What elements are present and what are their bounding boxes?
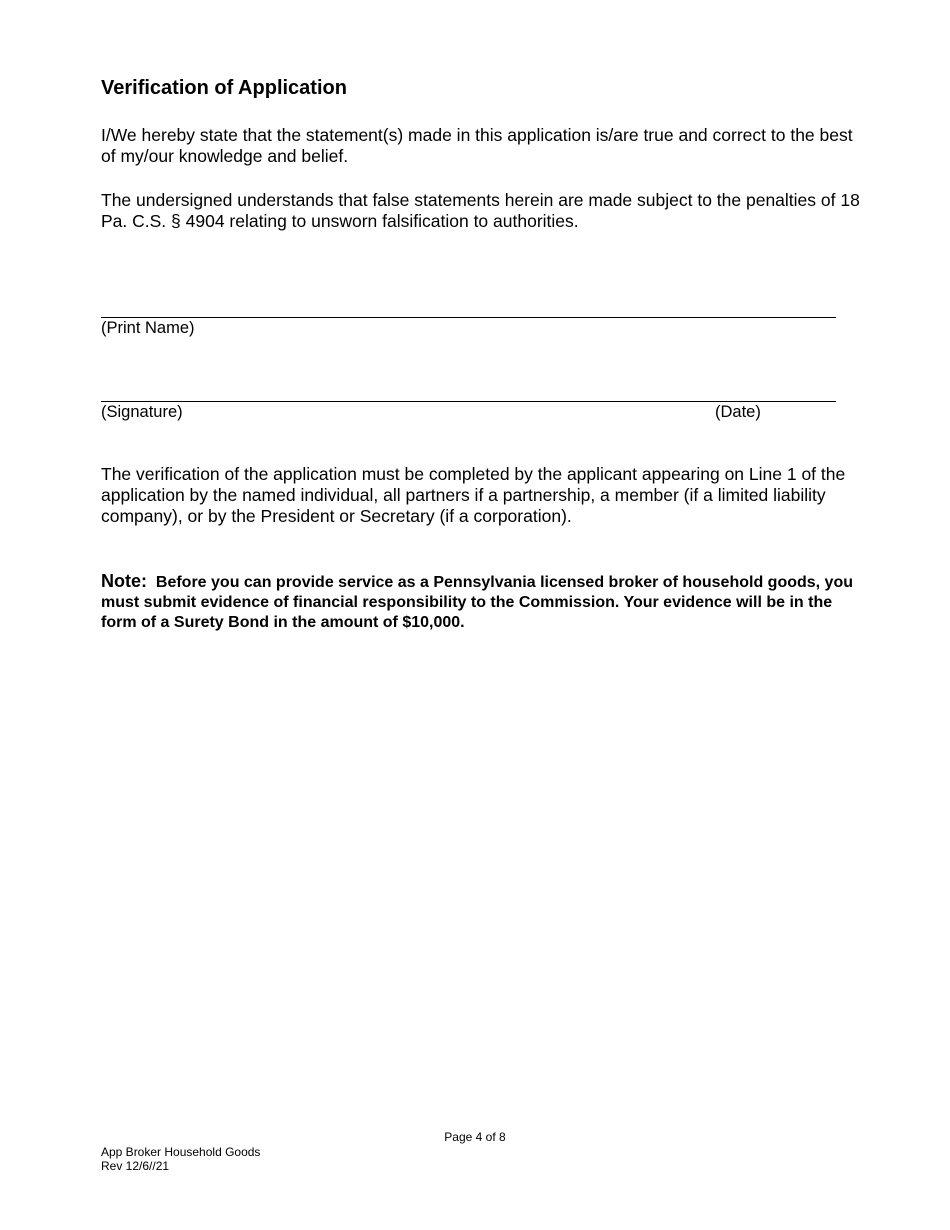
- signature-label: (Signature): [101, 403, 183, 421]
- penalty-paragraph: The undersigned understands that false statements herein are made subject to the penalties of 18 Pa. C.S. § 4904 relating to unsworn falsification to authorities.: [101, 190, 860, 231]
- note-block: [101, 571, 861, 633]
- date-label: (Date): [715, 403, 761, 421]
- page-number: Page 4 of 8: [444, 1130, 506, 1144]
- page-title: Verification of Application: [101, 77, 347, 99]
- revision-label: Rev 12/6//21: [101, 1159, 170, 1173]
- form-name: App Broker Household Goods: [101, 1145, 261, 1159]
- print-name-line: [101, 317, 836, 318]
- statement-paragraph: I/We hereby state that the statement(s) made in this application is/are true and correct to the best of my/our knowledge and belief.: [101, 125, 853, 166]
- note-body: Before you can provide service as a Pennsylvania licensed broker of household goods, you must submit evidence of financial responsibility to the Commission. Your evidence will be in the form of a Surety Bond in the amount of $10,000.: [101, 574, 853, 631]
- verification-instructions: The verification of the application must be completed by the applicant appearing on Line 1 of the application by the named individual, all partners if a partnership, a member (if a limited liability company), or by the President or Secretary (if a corporation).: [101, 464, 846, 526]
- print-name-label: (Print Name): [101, 319, 195, 337]
- note-heading: Note:: [101, 571, 147, 591]
